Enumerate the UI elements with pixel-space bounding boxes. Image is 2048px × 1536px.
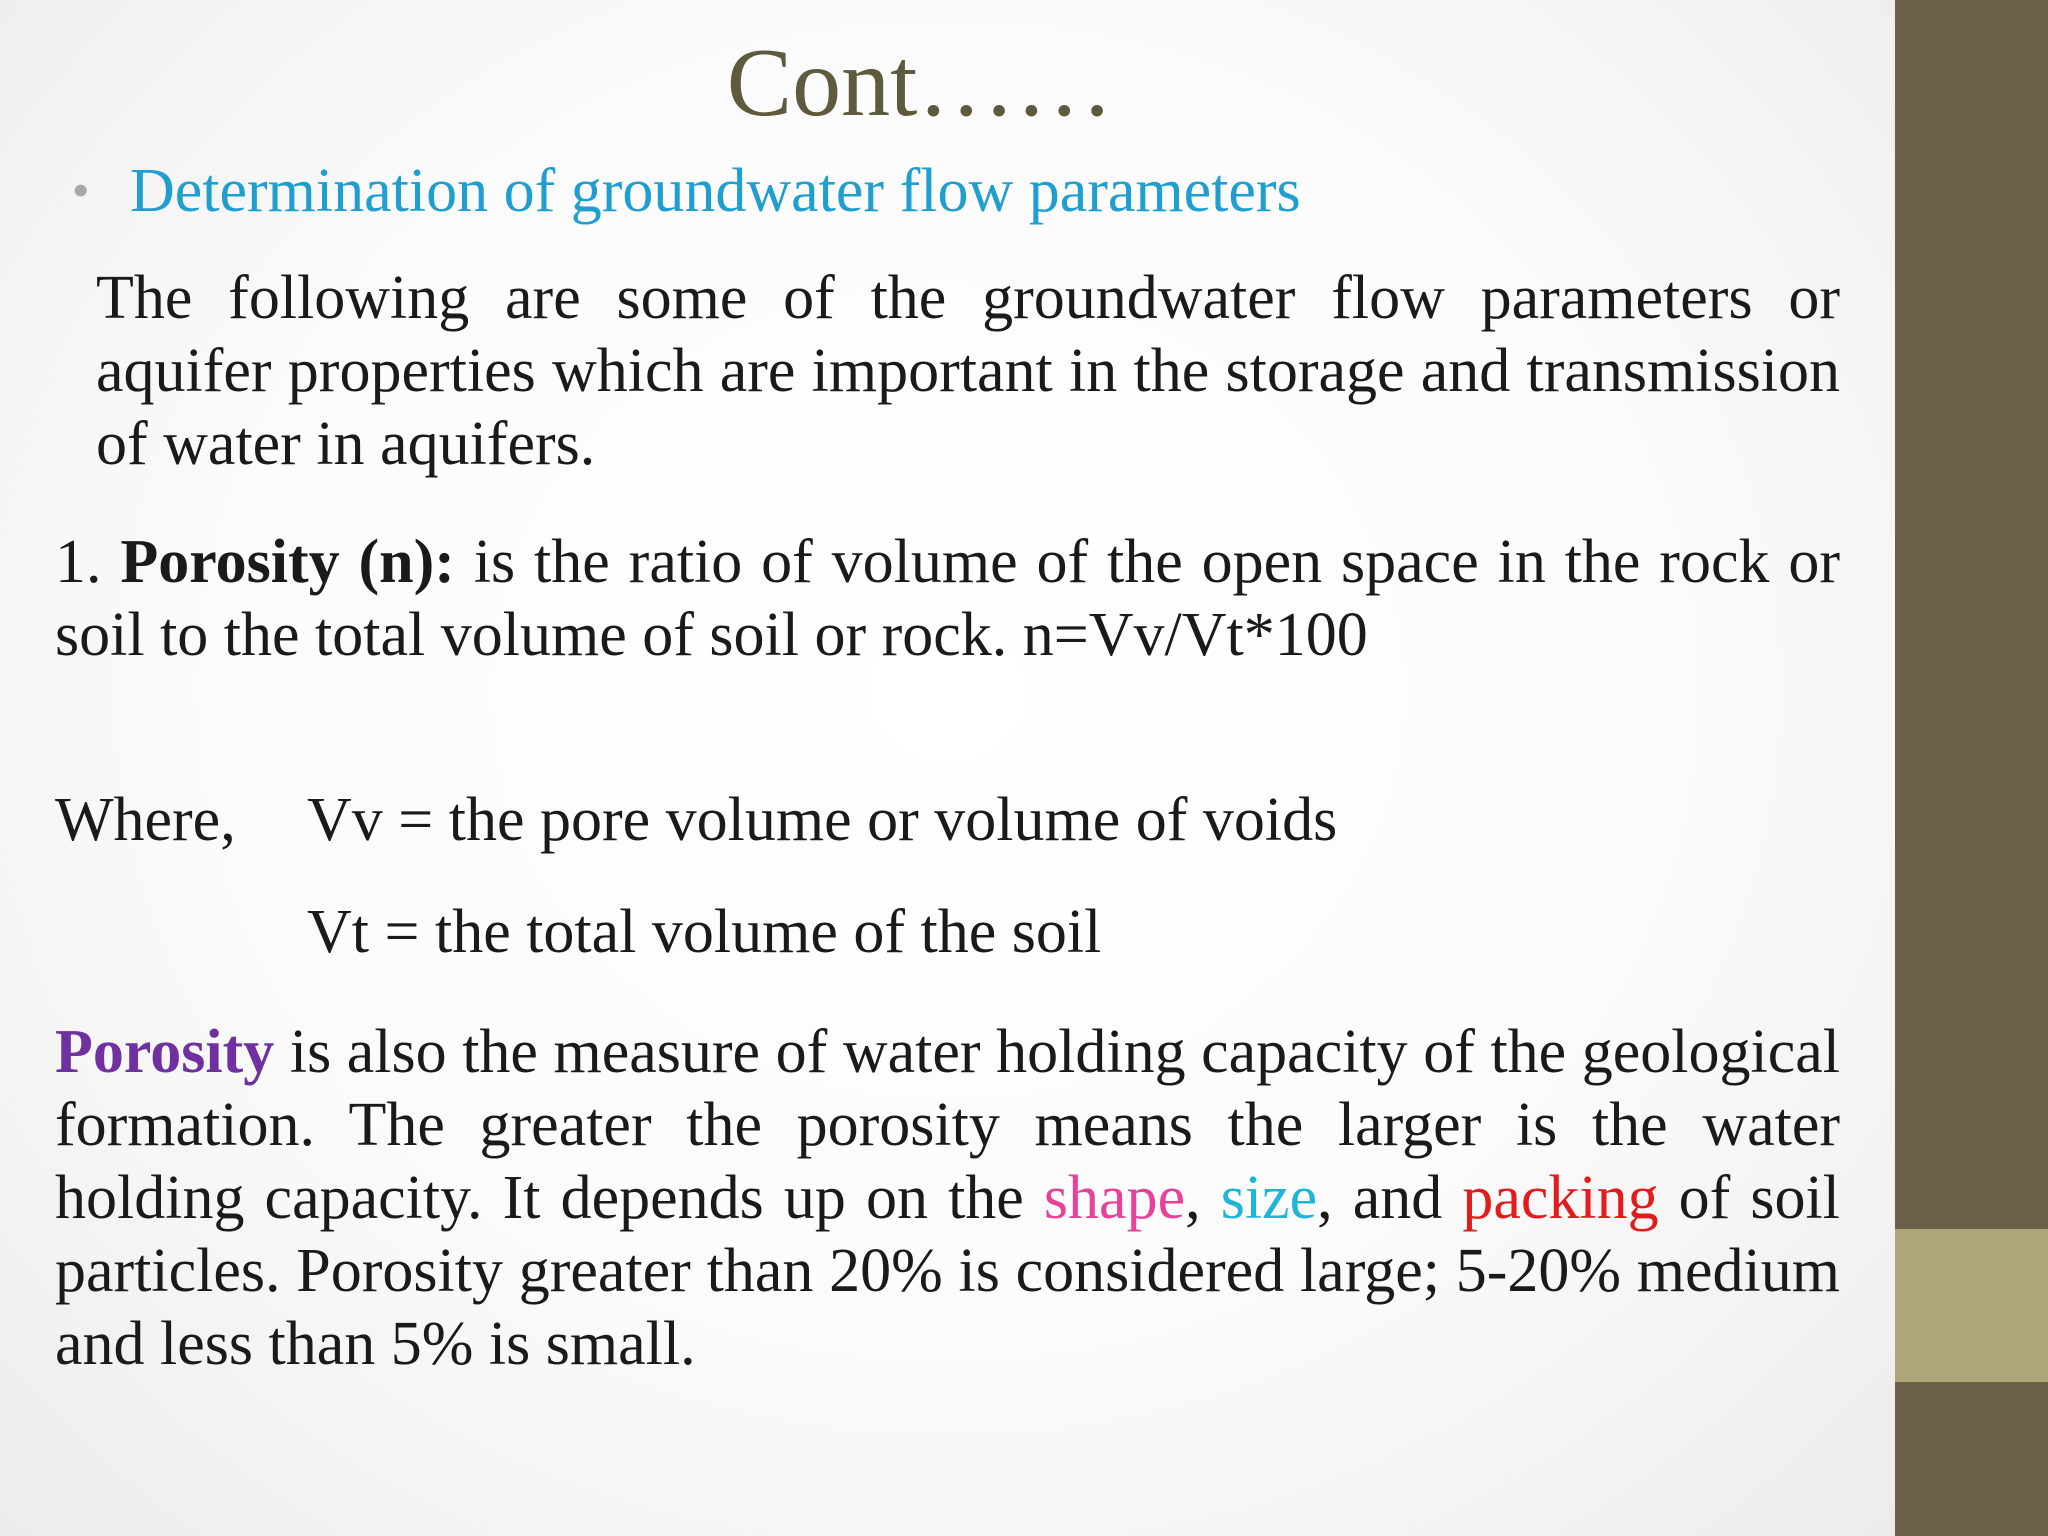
bullet-heading [72,154,1301,227]
explanation-sep-1: , [1185,1164,1221,1232]
porosity-formula: n=Vv/Vt*100 [1022,601,1368,669]
porosity-definition [55,526,1840,672]
porosity-explanation [55,1016,1840,1381]
side-band-bottom [1895,1382,2048,1536]
where-label: Where, [55,786,236,854]
intro-paragraph: The following are some of the groundwater flow parameters or aquifer properties which are important in the storage and transmission of water in aquifers. [96,264,1840,478]
keyword-size: size [1220,1164,1318,1232]
bullet-dot-icon: • [72,162,90,218]
where-vt-line: Vt = the total volume of the soil [307,898,1102,966]
keyword-shape: shape [1043,1164,1186,1232]
explanation-term: Porosity [55,1018,275,1086]
explanation-text-2: of soil particles. Porosity greater than 20% is considered large; 5-20% medium and less than 5% is small. [55,1164,1840,1378]
slide-title: Cont…… [726,29,1114,137]
side-band-accent [1895,1229,2048,1382]
bullet-heading-text: Determination of groundwater flow parameters [130,157,1301,225]
where-vv-line: Vv = the pore volume or volume of voids [307,786,1338,854]
definition-term: Porosity (n): [120,528,455,596]
keyword-packing: packing [1462,1164,1659,1232]
explanation-text-1: is also the measure of water holding capacity of the geological formation. The greater the porosity means the larger is the water holding capacity. It depends up on the [55,1018,1840,1232]
definition-number: 1. [55,528,121,596]
explanation-sep-2: , and [1317,1164,1463,1232]
definition-text: is the ratio of volume of the open space in the rock or soil to the total volume of soil or rock. [55,528,1840,669]
side-band-top [1895,0,2048,1229]
